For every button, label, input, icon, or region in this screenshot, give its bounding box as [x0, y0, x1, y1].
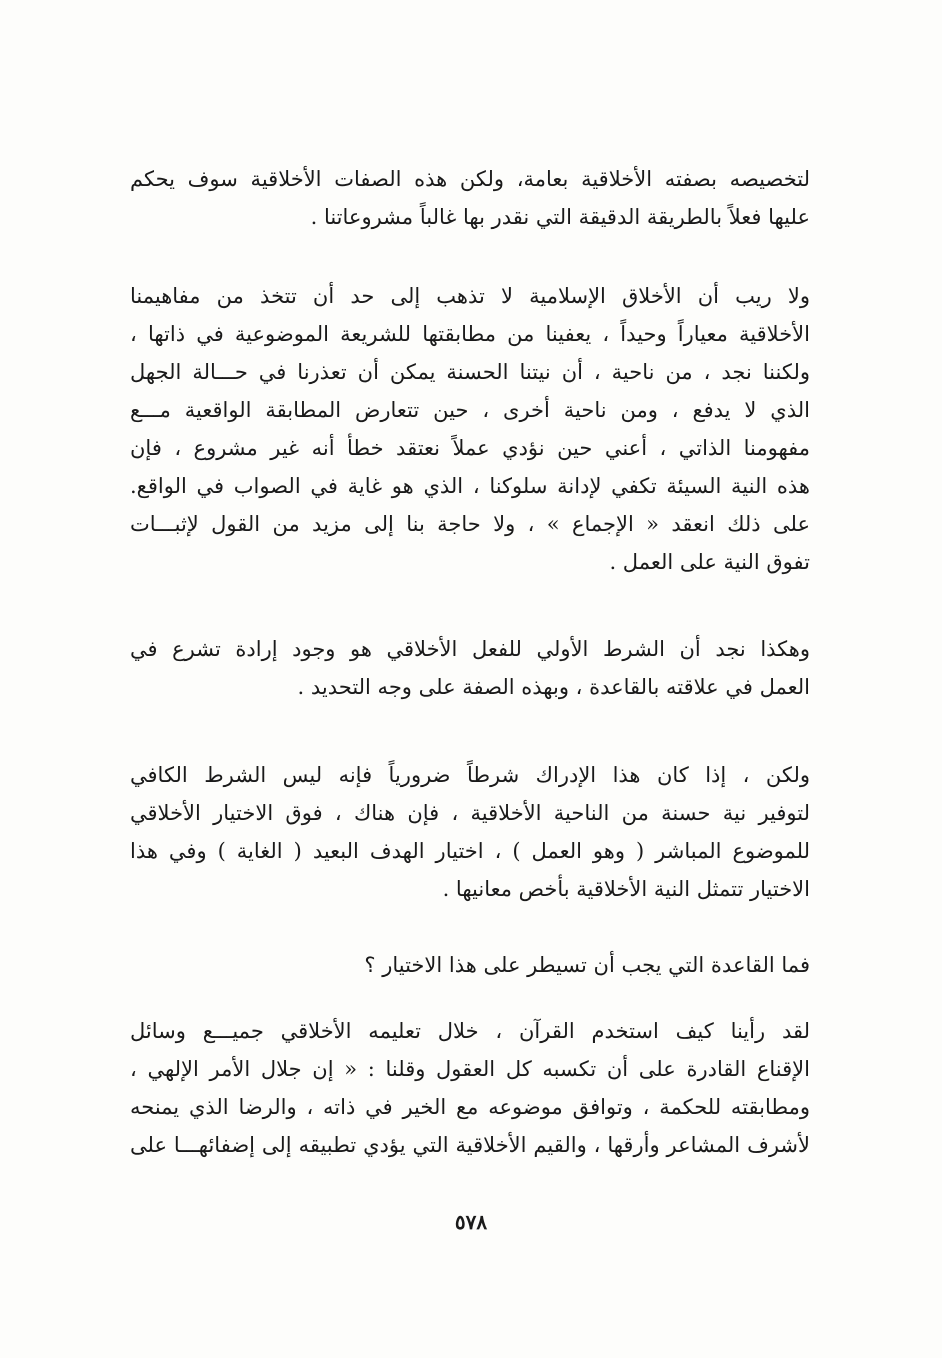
paragraph-2 — [130, 277, 810, 581]
paragraph-4 — [130, 756, 810, 908]
text-line: ومطابقته للحكمة ، وتوافق موضوعه مع الخير في ذاته ، والرضا الذي يمنحه — [130, 1095, 810, 1119]
paragraph-6 — [130, 1012, 810, 1164]
text-line: ولكننا نجد ، من ناحية ، أن نيتنا الحسنة يمكن أن تعذرنا في حـــالة الجهل — [130, 360, 810, 384]
text-line: ولا ريب أن الأخلاق الإسلامية لا تذهب إلى حد أن تتخذ من مفاهيمنا — [130, 284, 810, 308]
paragraph-1 — [130, 160, 810, 236]
text-line: لتخصيصه بصفته الأخلاقية بعامة، ولكن هذه الصفات الأخلاقية سوف يحكم — [130, 167, 810, 191]
text-line: العمل في علاقته بالقاعدة ، وبهذه الصفة على وجه التحديد . — [297, 675, 810, 699]
paragraph-5 — [130, 946, 810, 984]
text-line: هذه النية السيئة تكفي لإدانة سلوكنا ، الذي هو غاية في الصواب في الواقع. — [130, 474, 810, 498]
page-number: ٥٧٨ — [454, 1210, 488, 1234]
text-line: على ذلك انعقد « الإجماع » ، ولا حاجة بنا إلى مزيد من القول لإثبـــات — [130, 512, 810, 536]
text-line: الاختيار تتمثل النية الأخلاقية بأخص معانيها . — [442, 877, 810, 901]
paragraph-3 — [130, 630, 810, 706]
text-line: الإقناع القادرة على أن تكسبه كل العقول وقلنا : « إن جلال الأمر الإلهي ، — [130, 1057, 810, 1081]
text-line: مفهومنا الذاتي ، أعني حين نؤدي عملاً نعتقد خطأ أنه غير مشروع ، فإن — [130, 436, 810, 460]
text-line: الذي لا يدفع ، ومن ناحية أخرى ، حين تتعارض المطابقة الواقعية مـــع — [130, 398, 810, 422]
text-line: لأشرف المشاعر وأرقها ، والقيم الأخلاقية التي يؤدي تطبيقه إلى إضفائهـــا على — [130, 1133, 810, 1157]
text-line: ولكن ، إذا كان هذا الإدراك شرطاً ضرورياً فإنه ليس الشرط الكافي — [130, 763, 810, 787]
text-line: فما القاعدة التي يجب أن تسيطر على هذا الاختيار ؟ — [364, 953, 810, 977]
text-line: وهكذا نجد أن الشرط الأولي للفعل الأخلاقي هو وجود إرادة تشرع في — [130, 637, 810, 661]
text-line: للموضوع المباشر ( وهو العمل ) ، اختيار الهدف البعيد ( الغاية ) وفي هذا — [130, 839, 810, 863]
text-line: الأخلاقية معياراً وحيداً ، يعفينا من مطابقتها للشريعة الموضوعية في ذاتها ، — [130, 322, 810, 346]
text-line: لقد رأينا كيف استخدم القرآن ، خلال تعليمه الأخلاقي جميـــع وسائل — [130, 1019, 810, 1043]
text-line: لتوفير نية حسنة من الناحية الأخلاقية ، فإن هناك ، فوق الاختيار الأخلاقي — [130, 801, 810, 825]
text-line: تفوق النية على العمل . — [609, 550, 810, 574]
text-line: عليها فعلاً بالطريقة الدقيقة التي نقدر بها غالباً مشروعاتنا . — [310, 205, 810, 229]
